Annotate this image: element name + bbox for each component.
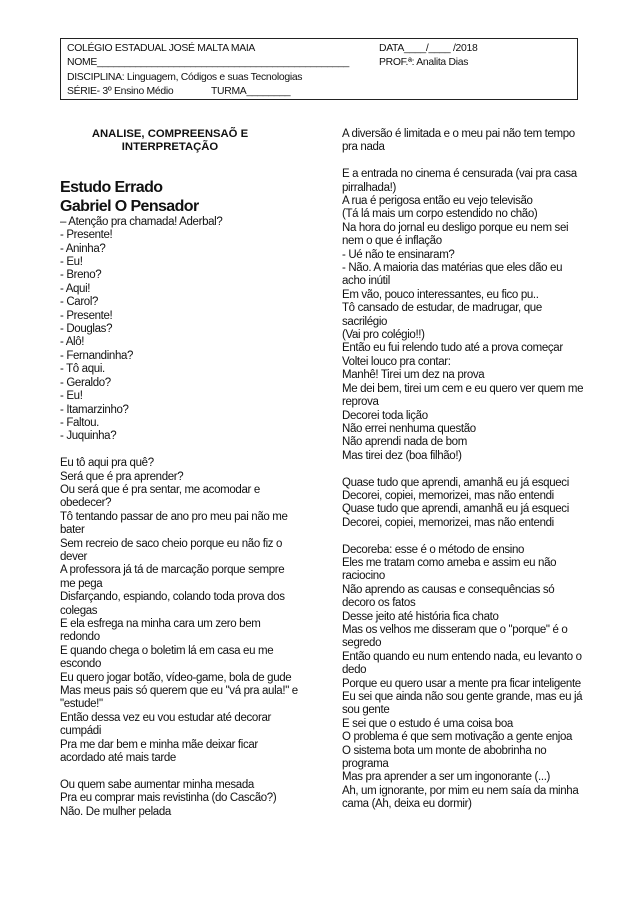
student-name-field: NOME______________________________________________: [67, 57, 349, 68]
lyric-line: - Faltou.: [60, 416, 100, 429]
lyric-line: Disfarçando, espiando, colando toda prova dos: [60, 591, 285, 604]
lyric-line: nem o que é inflação: [342, 235, 442, 248]
lyric-line: Voltei louco pra contar:: [342, 355, 451, 368]
lyric-line: - Eu!: [60, 256, 83, 269]
lyric-line: Mas meus pais só querem que eu "vá pra aula!" e: [60, 685, 298, 698]
lyric-line: Então dessa vez eu vou estudar até decorar: [60, 711, 271, 724]
lyric-line: Decoreba: esse é o método de ensino: [342, 543, 525, 556]
lyric-line: A diversão é limitada e o meu pai não tem tempo: [342, 128, 575, 140]
lyric-line: - Ué não te ensinaram?: [342, 248, 455, 261]
lyric-line: Não. De mulher pelada: [60, 805, 171, 818]
lyric-line: Mas pra aprender a ser um ingonorante (...): [342, 771, 551, 784]
lyric-line: O sistema bota um monte de abobrinha no: [342, 744, 547, 757]
lyric-line: Quase tudo que aprendi, amanhã eu já esqueci: [342, 503, 569, 516]
left-column: [60, 128, 298, 819]
stanza-gap: [342, 463, 578, 476]
lyric-line: Quase tudo que aprendi, amanhã eu já esqueci: [342, 476, 569, 489]
class-field: TURMA________: [211, 86, 291, 97]
lyric-line: - Alô!: [60, 336, 85, 349]
stanza-gap: [60, 444, 280, 457]
lyric-line: - Não. A maioria das matérias que eles dão eu: [342, 262, 563, 275]
lyric-line: E quando chega o boletim lá em casa eu me: [60, 644, 274, 657]
lyric-line: - Presente!: [60, 229, 113, 242]
lyric-line: Pra me dar bem e minha mãe deixar ficar: [60, 738, 258, 751]
lyric-line: cama (Ah, deixa eu dormir): [342, 798, 472, 811]
lyric-line: (Vai pro colégio!!): [342, 329, 425, 342]
lyric-line: (Tá lá mais um corpo estendido no chão): [342, 208, 538, 221]
lyric-line: Mas tirei dez (boa filhão!): [342, 449, 462, 462]
lyric-line: Ah, um ignorante, por mim eu nem saía da minha: [342, 784, 579, 797]
school-name: COLÉGIO ESTADUAL JOSÉ MALTA MAIA: [67, 43, 256, 54]
lyric-line: Desse jeito até história fica chato: [342, 610, 499, 623]
lyric-line: Mas os velhos me disseram que o "porque" é o: [342, 623, 568, 636]
grade-line: SÉRIE- 3º Ensino Médio: [67, 86, 174, 97]
lyric-line: E ela esfrega na minha cara um zero bem: [60, 617, 261, 630]
lyric-line: Não aprendi nada de bom: [342, 436, 467, 449]
lyric-line: decoro os fatos: [342, 597, 416, 610]
lyric-line: Eles me tratam como ameba e assim eu não: [342, 556, 557, 569]
lyric-line: A professora já tá de marcação porque sempre: [60, 564, 285, 577]
date-field: DATA____/____ /2018: [379, 43, 478, 54]
lyric-line: Manhê! Tirei um dez na prova: [342, 369, 485, 382]
lyric-line: Não aprendo as causas e consequências só: [342, 583, 555, 596]
lyric-line: Será que é pra aprender?: [60, 470, 184, 483]
lyric-line: Me dei bem, tirei um cem e eu quero ver quem me: [342, 382, 584, 395]
lyric-line: Eu tô aqui pra quê?: [60, 457, 154, 470]
lyric-line: Então quando eu num entendo nada, eu levanto o: [342, 650, 582, 663]
lyric-line: - Aqui!: [60, 282, 91, 295]
section-heading-line: INTERPRETAÇÃO: [121, 141, 219, 154]
subject-line: DISCIPLINA: Linguagem, Códigos e suas Tecnologias: [67, 72, 303, 83]
lyric-line: Não errei nenhuma questão: [342, 422, 476, 435]
lyric-line: "estude!": [60, 698, 103, 711]
lyric-line: – Atenção pra chamada! Aderbal?: [60, 215, 223, 228]
lyric-line: pirralhada!): [342, 181, 396, 194]
lyric-line: cumpádi: [60, 725, 102, 738]
lyric-line: redondo: [60, 631, 100, 644]
song-title: Estudo Errado: [60, 178, 163, 196]
lyric-line: E sei que o estudo é uma coisa boa: [342, 717, 513, 730]
lyric-line: Tô cansado de estudar, de madrugar, que: [342, 302, 542, 315]
lyric-line: raciocino: [342, 570, 385, 583]
song-author: Gabriel O Pensador: [60, 197, 199, 215]
right-column: [342, 128, 584, 812]
lyric-line: Tô tentando passar de ano pro meu pai não me: [60, 510, 288, 523]
lyric-line: Decorei toda lição: [342, 409, 428, 422]
lyric-line: E a entrada no cinema é censurada (vai pra casa: [342, 168, 577, 181]
lyric-line: Eu quero jogar botão, vídeo-game, bola de gude: [60, 671, 292, 684]
school-header-box: [60, 38, 578, 100]
lyric-line: me pega: [60, 577, 103, 590]
lyric-line: Porque eu quero usar a mente pra ficar inteligente: [342, 677, 581, 690]
lyric-line: obedecer?: [60, 497, 112, 510]
lyric-line: Decorei, copiei, memorizei, mas não entendi: [342, 489, 554, 502]
lyric-line: Então eu fui relendo tudo até a prova começar: [342, 342, 563, 355]
right-lyrics: [342, 128, 584, 812]
lyric-line: - Geraldo?: [60, 376, 111, 389]
lyric-line: - Aninha?: [60, 242, 106, 255]
lyric-line: Sem recreio de saco cheio porque eu não fiz o: [60, 537, 283, 550]
lyric-line: - Juquinha?: [60, 430, 117, 443]
lyric-line: Decorei, copiei, memorizei, mas não entendi: [342, 516, 554, 529]
section-heading: [60, 128, 280, 155]
lyric-line: - Itamarzinho?: [60, 403, 129, 416]
lyric-line: - Presente!: [60, 309, 113, 322]
lyric-line: bater: [60, 524, 85, 537]
section-heading-line: ANALISE, COMPREENSAÕ E: [91, 128, 249, 140]
lyric-line: Em vão, pouco interessantes, eu fico pu..: [342, 288, 539, 301]
lyric-line: programa: [342, 758, 389, 771]
lyric-line: A rua é perigosa então eu vejo televisão: [342, 195, 533, 208]
lyric-line: colegas: [60, 604, 98, 617]
lyric-line: sou gente: [342, 704, 390, 717]
lyric-line: Ou quem sabe aumentar minha mesada: [60, 778, 254, 791]
lyric-line: reprova: [342, 396, 379, 409]
lyric-line: Eu sei que ainda não sou gente grande, mas eu já: [342, 691, 583, 704]
lyric-line: escondo: [60, 658, 102, 671]
lyric-line: - Carol?: [60, 296, 99, 309]
lyric-line: - Fernandinha?: [60, 349, 134, 362]
stanza-gap: [342, 530, 578, 543]
lyric-line: sacrilégio: [342, 315, 388, 328]
lyric-line: Ou será que é pra sentar, me acomodar e: [60, 483, 260, 496]
lyric-line: dever: [60, 550, 88, 563]
lyric-line: acordado até mais tarde: [60, 752, 176, 765]
lyric-line: acho inútil: [342, 275, 390, 288]
lyric-line: - Breno?: [60, 269, 102, 282]
stanza-gap: [60, 765, 280, 778]
lyric-line: - Tô aqui.: [60, 363, 105, 376]
lyric-line: pra nada: [342, 141, 385, 154]
lyric-line: segredo: [342, 637, 382, 650]
lyric-line: - Douglas?: [60, 323, 113, 336]
lyric-line: Na hora do jornal eu desligo porque eu nem sei: [342, 221, 569, 234]
lyric-line: dedo: [342, 664, 367, 677]
stanza-gap: [342, 155, 578, 168]
teacher-name: PROF.ª: Analita Dias: [379, 57, 469, 68]
lyric-line: - Eu!: [60, 390, 83, 403]
lyric-line: Pra eu comprar mais revistinha (do Cascão?): [60, 792, 277, 805]
left-lyrics: [60, 215, 298, 819]
lyric-line: O problema é que sem motivação a gente enjoa: [342, 731, 573, 744]
